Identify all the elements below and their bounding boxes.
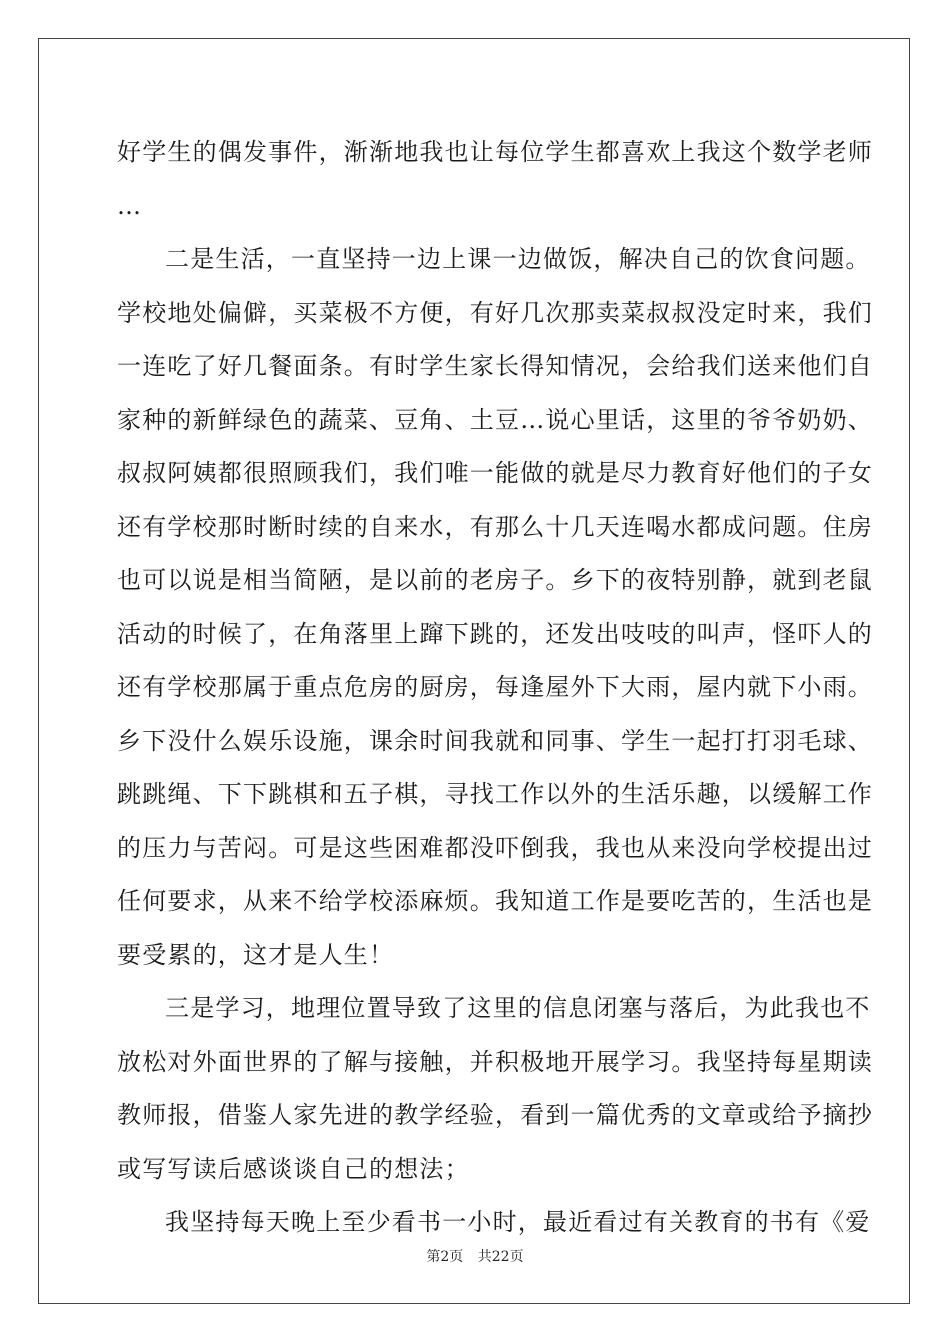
text-line: 我坚持每天晚上至少看书一小时，最近看过有关教育的书有《爱 (165, 1208, 871, 1236)
page-total: 共22页 (477, 1249, 524, 1265)
text-line: 的压力与苦闷。可是这些困难都没吓倒我，我也从来没向学校提出过 (117, 833, 873, 862)
text-line: 乡下没什么娱乐设施，课余时间我就和同事、学生一起打打羽毛球、 (117, 726, 873, 755)
page-footer (0, 1246, 950, 1266)
text-line: 活动的时候了，在角落里上蹿下跳的，还发出吱吱的叫声，怪吓人的 (117, 619, 873, 648)
text-line: 任何要求，从来不给学校添麻烦。我知道工作是要吃苦的，生活也是 (117, 887, 873, 915)
text-line: 家种的新鲜绿色的蔬菜、豆角、土豆…说心里话，这里的爷爷奶奶、 (117, 405, 873, 434)
text-line: … (117, 191, 143, 220)
text-line: 还有学校那时断时续的自来水，有那么十几天连喝水都成问题。住房 (117, 512, 873, 541)
text-line: 叔叔阿姨都很照顾我们，我们唯一能做的就是尽力教育好他们的子女 (117, 459, 873, 487)
text-line: 一连吃了好几餐面条。有时学生家长得知情况，会给我们送来他们自 (117, 352, 873, 380)
text-line: 要受累的，这才是人生！ (117, 940, 395, 969)
text-line: 好学生的偶发事件，渐渐地我也让每位学生都喜欢上我这个数学老师 (117, 138, 873, 166)
text-line: 三是学习，地理位置导致了这里的信息闭塞与落后，为此我也不 (165, 994, 871, 1022)
page-number: 第2页 (426, 1249, 464, 1265)
text-line: 或写写读后感谈谈自己的想法； (117, 1154, 470, 1183)
text-line: 二是生活，一直坚持一边上课一边做饭，解决自己的饮食问题。 (165, 245, 871, 273)
document-body (117, 126, 873, 1250)
text-line: 放松对外面世界的了解与接触，并积极地开展学习。我坚持每星期读 (117, 1047, 873, 1076)
text-line: 学校地处偏僻，买菜极不方便，有好几次那卖菜叔叔没定时来，我们 (117, 298, 873, 327)
text-line: 还有学校那属于重点危房的厨房，每逢屋外下大雨，屋内就下小雨。 (117, 673, 873, 701)
text-line: 也可以说是相当简陋，是以前的老房子。乡下的夜特别静，就到老鼠 (117, 566, 873, 594)
text-line: 教师报，借鉴人家先进的教学经验，看到一篇优秀的文章或给予摘抄 (117, 1101, 873, 1129)
text-line: 跳跳绳、下下跳棋和五子棋，寻找工作以外的生活乐趣，以缓解工作 (117, 780, 873, 808)
